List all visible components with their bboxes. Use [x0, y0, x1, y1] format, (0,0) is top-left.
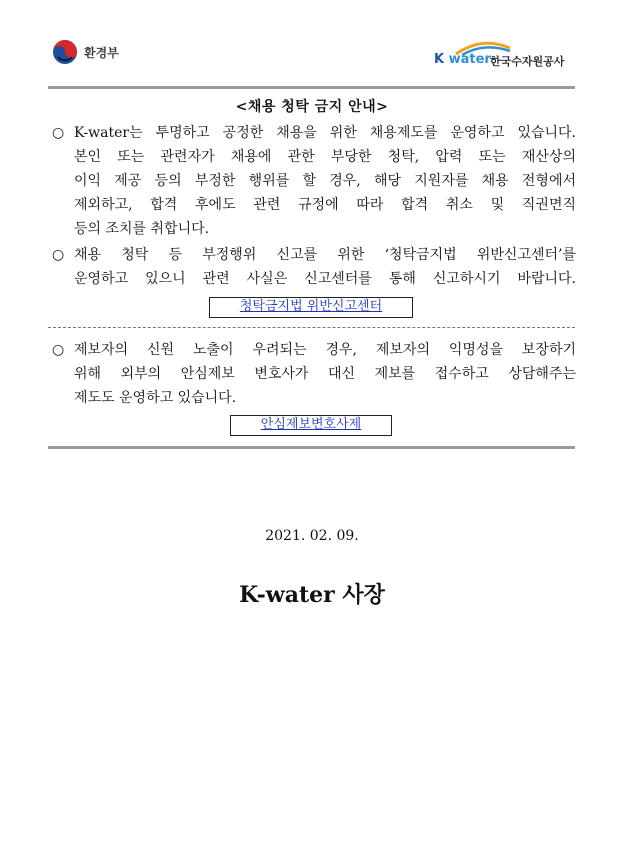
dashed-divider: [48, 327, 575, 328]
item-1-line-3: 이익 제공 등의 부정한 행위를 할 경우, 해당 지원자를 채용 전형에서: [74, 173, 576, 189]
item-1-line-5: 등의 조치를 취합니다.: [74, 221, 210, 237]
notice-item-2: [52, 243, 576, 291]
bullet-icon: ○: [52, 125, 65, 141]
bullet-icon: ○: [52, 247, 65, 263]
ministry-logo: [52, 39, 119, 65]
notice-date: 2021. 02. 09.: [265, 528, 359, 544]
kwater-logo: [434, 38, 574, 70]
bottom-divider: [48, 446, 575, 449]
item-3-line-3: 제도도 운영하고 있습니다.: [74, 390, 237, 406]
top-divider: [48, 86, 575, 89]
ministry-name: 환경부: [84, 45, 119, 60]
safe-report-lawyer-box: [230, 415, 392, 436]
item-1-line-1: K-water는 투명하고 공정한 채용을 위한 채용제도를 운영하고 있습니다.: [74, 125, 576, 141]
page-header: [0, 0, 624, 86]
taegeuk-emblem-icon: [52, 39, 78, 65]
bullet-icon: ○: [52, 342, 65, 358]
item-1-line-2: 본인 또는 관련자가 채용에 관한 부당한 청탁, 압력 또는 재산상의: [74, 149, 576, 165]
signature: K-water 사장: [239, 582, 385, 608]
report-center-link[interactable]: 청탁금지법 위반신고센터: [239, 299, 383, 314]
item-3-line-2: 위해 외부의 안심제보 변호사가 대신 제보를 접수하고 상담해주는: [74, 366, 576, 382]
notice-title: <채용 청탁 금지 안내>: [235, 99, 389, 115]
kwater-korean-name: 한국수자원공사: [490, 55, 565, 68]
notice-item-3: [52, 338, 576, 410]
safe-report-lawyer-link[interactable]: 안심제보변호사제: [260, 417, 362, 432]
notice-item-1: [52, 121, 576, 241]
item-3-line-1: 제보자의 신원 노출이 우려되는 경우, 제보자의 익명성을 보장하기: [74, 342, 576, 358]
item-2-line-1: 채용 청탁 등 부정행위 신고를 위한 ‘청탁금지법 위반신고센터’를: [74, 247, 576, 263]
item-2-line-2: 운영하고 있으니 관련 사실은 신고센터를 통해 신고하시기 바랍니다.: [74, 271, 576, 287]
kwater-brand: K water: [434, 52, 491, 67]
item-1-line-4: 제외하고, 합격 후에도 관련 규정에 따라 합격 취소 및 직권면직: [74, 197, 576, 213]
report-center-box: [209, 297, 413, 318]
